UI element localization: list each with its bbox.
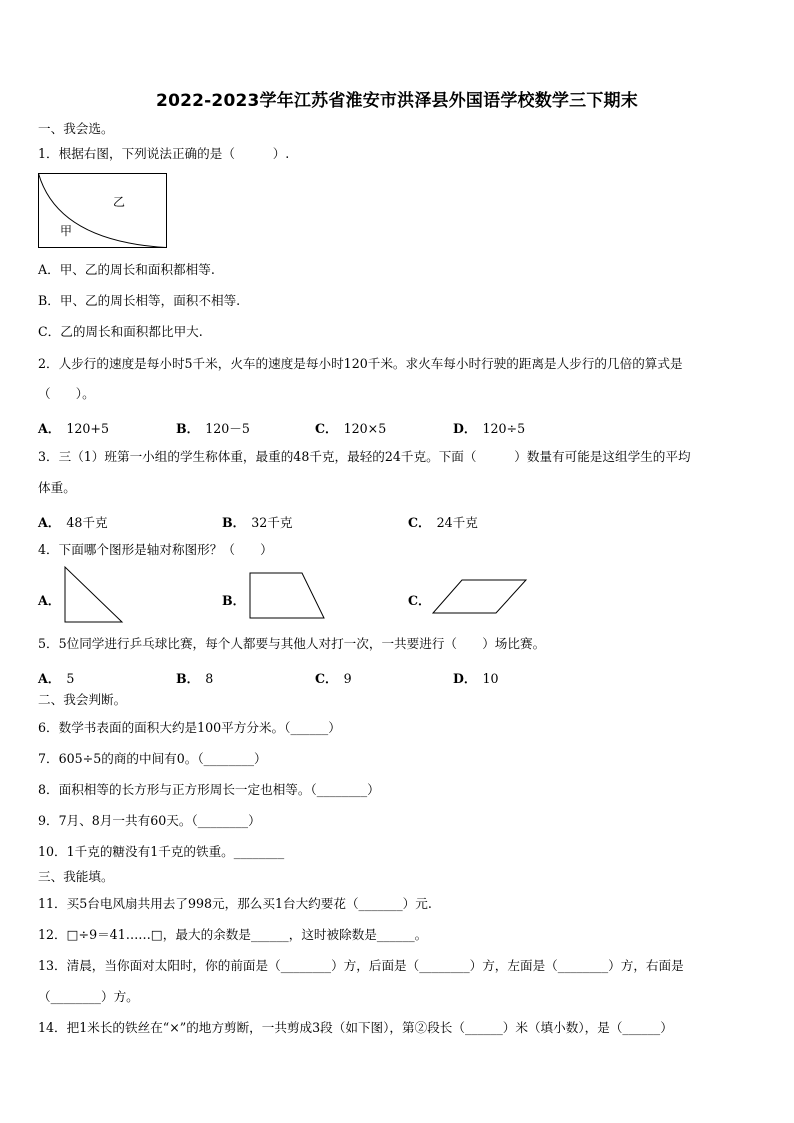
option-letter: C． — [408, 593, 431, 608]
option-value: 5 — [66, 671, 75, 686]
parallelogram-shape — [432, 579, 528, 615]
option-letter: A． — [38, 421, 61, 436]
option-letter: C． — [315, 671, 338, 686]
question-2-option-d[interactable] — [453, 418, 525, 437]
option-letter: A． — [38, 671, 61, 686]
right-triangle-shape — [64, 566, 124, 624]
figure-label-jia: 甲 — [60, 224, 73, 238]
option-value: 10 — [482, 671, 499, 686]
question-5-text: 5．5位同学进行乒乓球比赛，每个人都要与其他人对打一次，一共要进行（ ）场比赛。 — [38, 636, 546, 651]
quarter-circle-figure — [38, 173, 168, 249]
question-3-option-b[interactable] — [222, 512, 292, 531]
section-heading-fill: 三、我能填。 — [38, 869, 114, 884]
option-value: 120×5 — [343, 421, 387, 436]
question-4-option-a[interactable] — [38, 590, 66, 609]
question-5-option-c[interactable] — [315, 668, 352, 687]
page-title: 2022-2023学年江苏省淮安市洪泽县外国语学校数学三下期末 — [156, 91, 638, 111]
question-14-text[interactable]: 14．把1米长的铁丝在“×”的地方剪断，一共剪成3段（如下图），第②段长（______）米（填小数），是（______） — [38, 1020, 673, 1035]
question-11-text[interactable]: 11．买5台电风扇共用去了998元，那么买1台大约要花（_______）元. — [38, 896, 432, 911]
question-1-option-c[interactable]: C．乙的周长和面积都比甲大. — [38, 324, 203, 339]
question-3-option-a[interactable] — [38, 512, 108, 531]
question-1-option-b[interactable]: B．甲、乙的周长相等，面积不相等. — [38, 293, 241, 308]
option-letter: B． — [176, 671, 200, 686]
option-value: 24千克 — [436, 515, 478, 530]
question-10-text[interactable]: 10．1千克的糖没有1千克的铁重。________ — [38, 844, 285, 859]
question-2-option-a[interactable] — [38, 418, 109, 437]
question-2-text: 2．人步行的速度是每小时5千米，火车的速度是每小时120千米。求火车每小时行驶的距离是人步行的几倍的算式是 — [38, 356, 683, 371]
option-value: 9 — [343, 671, 352, 686]
option-letter: D． — [453, 421, 477, 436]
option-letter: C． — [408, 515, 431, 530]
option-letter: D． — [453, 671, 477, 686]
option-value: 48千克 — [66, 515, 108, 530]
question-9-text[interactable]: 9．7月、8月一共有60天。（________） — [38, 813, 261, 828]
figure-arc — [39, 174, 167, 248]
option-letter: C． — [315, 421, 338, 436]
option-letter: B． — [222, 515, 246, 530]
question-6-text[interactable]: 6．数学书表面的面积大约是100平方分米。（______） — [38, 720, 341, 735]
question-1-text: 1．根据右图，下列说法正确的是（ ）. — [38, 146, 290, 161]
option-value: 32千克 — [251, 515, 293, 530]
question-2-text-cont: （ ）。 — [38, 386, 95, 401]
question-12-text[interactable]: 12．□÷9＝41……□，最大的余数是______，这时被除数是______。 — [38, 927, 428, 942]
question-13-text-cont[interactable]: （________）方。 — [38, 989, 139, 1004]
option-value: 120+5 — [66, 421, 109, 436]
option-letter: B． — [222, 593, 246, 608]
question-1-option-a[interactable]: A．甲、乙的周长和面积都相等. — [38, 262, 215, 277]
question-3-text-cont: 体重。 — [38, 480, 76, 495]
option-value: 120÷5 — [482, 421, 526, 436]
right-trapezoid-shape — [248, 572, 328, 620]
question-2-option-c[interactable] — [315, 418, 386, 437]
option-value: 8 — [205, 671, 214, 686]
question-5-option-d[interactable] — [453, 668, 499, 687]
option-letter: A． — [38, 593, 61, 608]
option-letter: A． — [38, 515, 61, 530]
question-2-option-b[interactable] — [176, 418, 250, 437]
question-8-text[interactable]: 8．面积相等的长方形与正方形周长一定也相等。（________） — [38, 782, 380, 797]
question-4-text: 4．下面哪个图形是轴对称图形？（ ） — [38, 542, 273, 557]
question-5-option-b[interactable] — [176, 668, 213, 687]
option-value: 120－5 — [205, 421, 250, 436]
option-letter: B． — [176, 421, 200, 436]
figure-label-yi: 乙 — [113, 195, 126, 209]
question-3-text: 3．三（1）班第一小组的学生称体重，最重的48千克，最轻的24千克。下面（ ）数量有可能是这组学生的平均 — [38, 449, 691, 464]
question-13-text[interactable]: 13．清晨，当你面对太阳时，你的前面是（________）方，后面是（________）方，左面是（________）方，右面是 — [38, 958, 684, 973]
question-7-text[interactable]: 7．605÷5的商的中间有0。（________） — [38, 751, 267, 766]
question-5-option-a[interactable] — [38, 668, 74, 687]
section-heading-choose: 一、我会选。 — [38, 121, 114, 136]
question-3-option-c[interactable] — [408, 512, 478, 531]
section-heading-judge: 二、我会判断。 — [38, 692, 127, 707]
question-4-option-b[interactable] — [222, 590, 251, 609]
